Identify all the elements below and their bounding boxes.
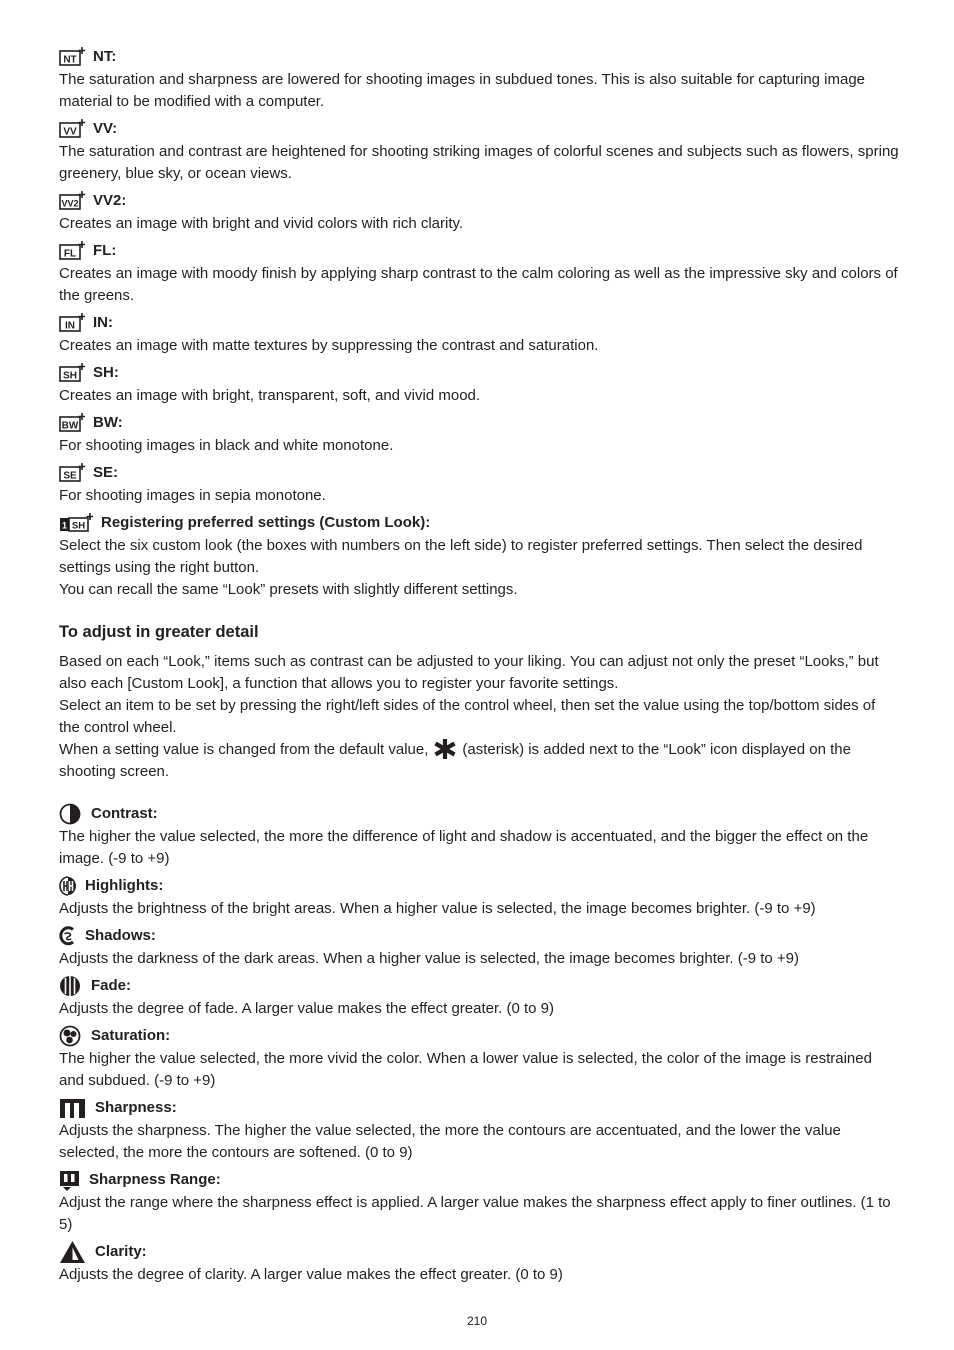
- clarity-icon: [59, 1240, 87, 1264]
- look-description: For shooting images in black and white monotone.: [59, 437, 394, 454]
- param-title: Shadows:: [85, 926, 156, 944]
- se-look-icon: [59, 463, 85, 483]
- param-description: Adjusts the sharpness. The higher the value selected, the more the contours are accentuated, and the lower the value selected, the more the contours are softened. (0 to 9): [59, 1122, 841, 1161]
- contrast-icon: [59, 803, 83, 825]
- look-entry-se: [59, 460, 899, 507]
- svg-text:NT: NT: [63, 54, 77, 65]
- look-entry-sh: [59, 360, 899, 407]
- look-title: SH:: [93, 363, 119, 381]
- param-description: Adjusts the degree of fade. A larger value makes the effect greater. (0 to 9): [59, 1000, 555, 1017]
- page-content: [59, 44, 899, 1289]
- param-list: [59, 801, 899, 1286]
- intro-paragraph: Select an item to be set by pressing the right/left sides of the control wheel, then set the value using the top/bottom sides of the control wheel.: [59, 697, 876, 736]
- param-entry-clarity: [59, 1239, 899, 1286]
- look-title: BW:: [93, 413, 123, 431]
- sh-look-icon: [59, 363, 85, 383]
- svg-text:IN: IN: [65, 320, 75, 331]
- section-title: To adjust in greater detail: [59, 623, 259, 641]
- param-title: Saturation:: [91, 1026, 171, 1044]
- vv-look-icon: [59, 119, 85, 139]
- look-entry-in: [59, 310, 899, 357]
- look-description: Select the six custom look (the boxes with numbers on the left side) to register preferred settings. Then select the desired settings using the right button.: [59, 537, 863, 576]
- look-title: NT:: [93, 47, 117, 65]
- look-list: [59, 44, 899, 601]
- look-title: Registering preferred settings (Custom Look):: [101, 513, 431, 531]
- param-title: Clarity:: [95, 1242, 147, 1260]
- param-description: Adjust the range where the sharpness effect is applied. A larger value makes the sharpness effect apply to finer outlines. (1 to 5): [59, 1194, 891, 1233]
- asterisk-icon: [434, 739, 456, 759]
- asterisk-note-after: (asterisk) is added next to the “Look” icon displayed on the shooting screen.: [59, 741, 851, 780]
- shadows-icon: [59, 925, 77, 947]
- param-title: Fade:: [91, 976, 132, 994]
- look-entry-fl: [59, 238, 899, 307]
- look-description: Creates an image with bright and vivid colors with rich clarity.: [59, 215, 464, 232]
- look-title: FL:: [93, 241, 117, 259]
- param-description: The higher the value selected, the more vivid the color. When a lower value is selected, the color of the image is restrained and subdued. (-9 to +9): [59, 1050, 872, 1089]
- svg-text:1: 1: [61, 520, 68, 530]
- param-title: Sharpness:: [95, 1098, 177, 1116]
- svg-text:VV: VV: [63, 126, 77, 137]
- highlights-icon: [59, 875, 77, 897]
- param-title: Sharpness Range:: [89, 1170, 221, 1188]
- look-entry-vv: [59, 116, 899, 185]
- look-entry-custom: [59, 510, 899, 601]
- param-entry-contrast: [59, 801, 899, 870]
- svg-text:VV2: VV2: [61, 198, 79, 208]
- param-entry-sharpness: [59, 1095, 899, 1164]
- svg-text:BW: BW: [61, 420, 79, 431]
- param-description: Adjusts the darkness of the dark areas. When a higher value is selected, the image becomes brighter. (-9 to +9): [59, 950, 799, 967]
- look-description: Creates an image with matte textures by suppressing the contrast and saturation.: [59, 337, 599, 354]
- look-title: VV2:: [93, 191, 127, 209]
- svg-text:SE: SE: [63, 470, 77, 481]
- saturation-icon: [59, 1025, 83, 1047]
- asterisk-note-before: When a setting value is changed from the default value,: [59, 741, 429, 758]
- nt-look-icon: [59, 47, 85, 67]
- param-entry-fade: [59, 973, 899, 1020]
- look-title: VV:: [93, 119, 118, 137]
- svg-text:SH: SH: [63, 370, 77, 381]
- param-entry-saturation: [59, 1023, 899, 1092]
- look-description: For shooting images in sepia monotone.: [59, 487, 326, 504]
- look-description: The saturation and contrast are heightened for shooting striking images of colorful scenes and subjects such as flowers, spring greenery, blue sky, or ocean views.: [59, 143, 899, 182]
- param-description: Adjusts the degree of clarity. A larger value makes the effect greater. (0 to 9): [59, 1266, 563, 1283]
- detail-intro: [59, 651, 899, 783]
- sharpness-icon: [59, 1097, 87, 1119]
- vv2-look-icon: [59, 191, 85, 211]
- fl-look-icon: [59, 241, 85, 261]
- look-description: Creates an image with moody finish by applying sharp contrast to the calm coloring as well as the impressive sky and colors of the greens.: [59, 265, 898, 304]
- page-number: 210: [466, 1314, 488, 1328]
- asterisk-note: [59, 739, 899, 783]
- in-look-icon: [59, 313, 85, 333]
- look-description: You can recall the same “Look” presets with slightly different settings.: [59, 581, 518, 598]
- look-title: IN:: [93, 313, 113, 331]
- param-entry-sharpness-range: [59, 1167, 899, 1236]
- look-entry-vv2: [59, 188, 899, 235]
- look-title: SE:: [93, 463, 119, 481]
- param-description: The higher the value selected, the more the difference of light and shadow is accentuated, and the bigger the effect on the image. (-9 to +9): [59, 828, 869, 867]
- param-description: Adjusts the brightness of the bright areas. When a higher value is selected, the image becomes brighter. (-9 to +9): [59, 900, 816, 917]
- look-entry-nt: [59, 44, 899, 113]
- custom-look-icon: [59, 513, 93, 533]
- svg-text:SH: SH: [71, 520, 86, 531]
- param-entry-highlights: [59, 873, 899, 920]
- look-entry-bw: [59, 410, 899, 457]
- look-description: Creates an image with bright, transparent, soft, and vivid mood.: [59, 387, 481, 404]
- intro-paragraph: Based on each “Look,” items such as contrast can be adjusted to your liking. You can adjust not only the preset “Looks,” but also each [Custom Look], a function that allows you to register your favorite settings.: [59, 653, 879, 692]
- sharpness-range-icon: [59, 1169, 81, 1191]
- bw-look-icon: [59, 413, 85, 433]
- param-entry-shadows: [59, 923, 899, 970]
- fade-icon: [59, 975, 83, 997]
- param-title: Contrast:: [91, 804, 158, 822]
- svg-text:FL: FL: [63, 248, 77, 259]
- param-title: Highlights:: [85, 876, 164, 894]
- look-description: The saturation and sharpness are lowered for shooting images in subdued tones. This is also suitable for capturing image material to be modified with a computer.: [59, 71, 866, 110]
